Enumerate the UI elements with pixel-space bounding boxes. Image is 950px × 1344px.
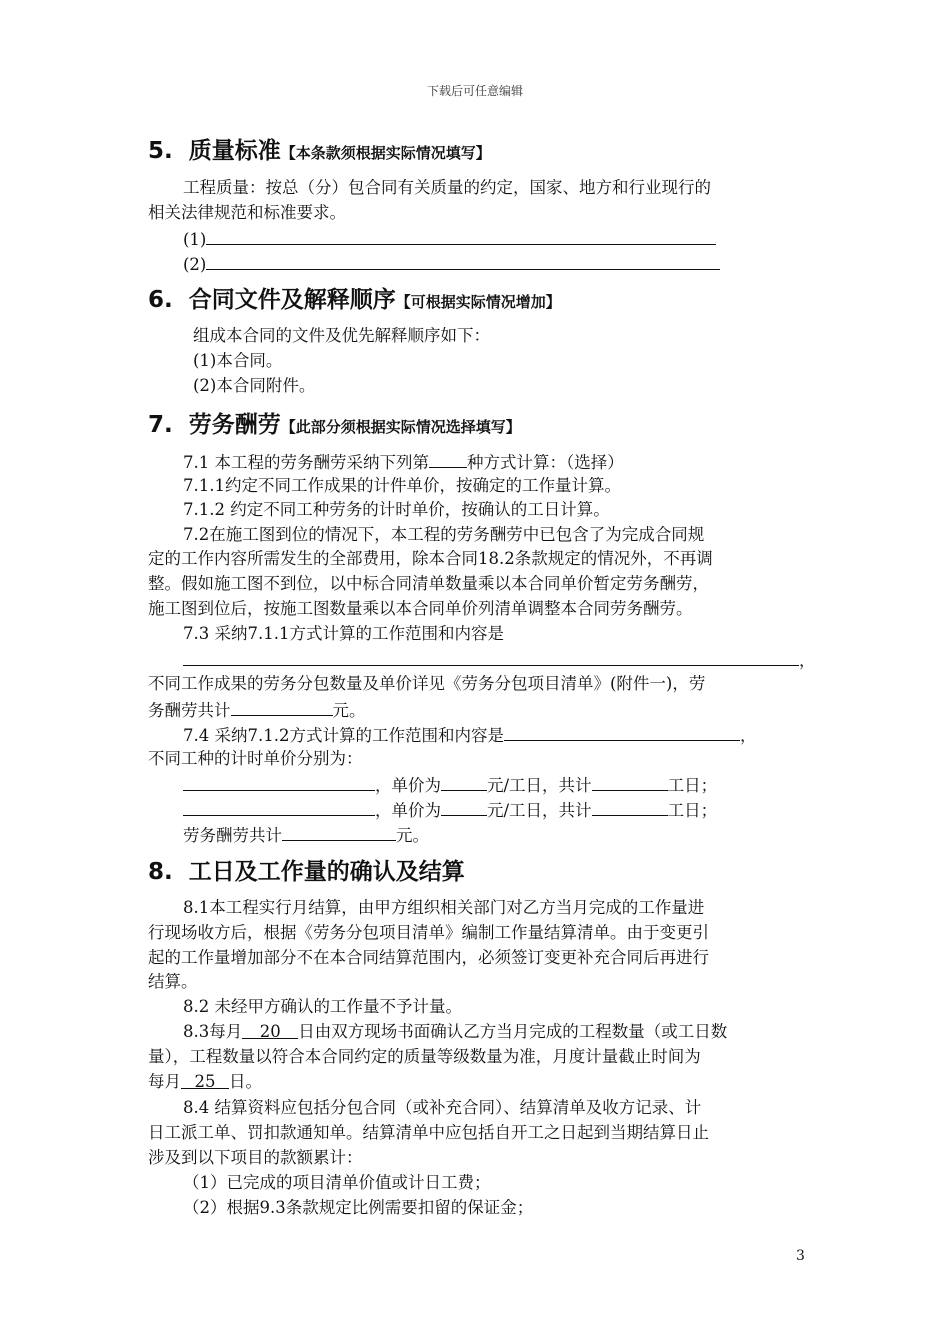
fill-blank (429, 449, 467, 468)
fill-blank (206, 226, 716, 245)
text-segment: 种方式计算：（选择） (467, 453, 624, 472)
section-6-heading (148, 285, 561, 317)
paragraph-line: 组成本合同的文件及优先解释顺序如下： (193, 326, 490, 345)
fill-blank (183, 797, 375, 816)
text-segment: ， (799, 651, 816, 670)
text-segment: 元/工日，共计 (487, 801, 592, 820)
fill-blank (441, 797, 487, 816)
section-number: 6. (148, 287, 173, 313)
paragraph-line: 7.3 采纳7.1.1方式计算的工作范围和内容是 (183, 624, 504, 643)
section-number: 8. (148, 859, 173, 885)
text-segment: 8.3每月 (183, 1022, 243, 1041)
fill-blank (183, 647, 799, 666)
filled-day: 25 (181, 1070, 229, 1089)
paragraph-line: 相关法律规范和标准要求。 (148, 203, 346, 222)
section-7-heading (148, 410, 521, 442)
fill-blank (206, 251, 720, 270)
text-segment: 元/工日，共计 (487, 776, 592, 795)
paragraph-line: 定的工作内容所需发生的全部费用，除本合同18.2条款规定的情况外，不再调 (148, 549, 713, 568)
text-segment: ， (739, 726, 757, 745)
section-title: 质量标准 (188, 138, 281, 164)
paragraph-line: 8.2 未经甲方确认的工作量不予计量。 (183, 997, 462, 1016)
rate-row (183, 772, 717, 798)
paragraph-line: 工程质量：按总（分）包合同有关质量的约定，国家、地方和行业现行的 (183, 178, 711, 197)
section-8-heading (148, 857, 465, 887)
text-segment: 7.1 本工程的劳务酬劳采纳下列第 (183, 453, 429, 472)
paragraph-line (183, 722, 756, 748)
list-item: （1）已完成的项目清单价值或计日工费； (183, 1173, 491, 1192)
fill-blank (183, 772, 375, 791)
text-segment: 劳务酬劳共计 (183, 826, 282, 845)
paragraph-line: 行现场收方后，根据《劳务分包项目清单》编制工作量结算清单。由于变更引 (148, 923, 709, 942)
paragraph-line: 量），工程数量以符合本合同约定的质量等级数量为准，月度计量截止时间为 (148, 1047, 701, 1066)
fill-blank (282, 822, 396, 841)
section-title: 工日及工作量的确认及结算 (188, 859, 465, 885)
paragraph-line: 7.1.1约定不同工作成果的计件单价，按确定的工作量计算。 (183, 476, 621, 495)
section-title: 劳务酬劳 (188, 412, 281, 438)
text-segment: 元。 (332, 701, 366, 720)
paragraph-line: 不同工作成果的劳务分包数量及单价详见《劳务分包项目清单》(附件一)，劳 (148, 674, 706, 693)
text-segment: ，单价为 (375, 776, 441, 795)
paragraph-line (148, 697, 366, 723)
quality-item-1 (183, 226, 716, 252)
section-note: 【可根据实际情况增加】 (395, 293, 561, 311)
page-number: 3 (796, 1248, 805, 1264)
text-segment: 务酬劳共计 (148, 701, 231, 720)
paragraph-line (183, 1020, 727, 1044)
paragraph-line: 7.1.2 约定不同工种劳务的计时单价，按确认的工日计算。 (183, 500, 610, 519)
list-item: （2）根据9.3条款规定比例需要扣留的保证金； (183, 1198, 534, 1217)
section-number: 7. (148, 412, 173, 438)
item-label: (2) (183, 255, 207, 274)
filled-day: 20 (242, 1020, 298, 1039)
text-segment: ，单价为 (375, 801, 441, 820)
paragraph-line: 整。假如施工图不到位，以中标合同清单数量乘以本合同单价暂定劳务酬劳， (148, 574, 709, 593)
section-note: 【此部分须根据实际情况选择填写】 (280, 418, 521, 436)
paragraph-line: 结算。 (148, 972, 198, 991)
section-number: 5. (148, 138, 173, 164)
fill-blank (441, 772, 487, 791)
paragraph-line: 起的工作量增加部分不在本合同结算范围内，必须签订变更补充合同后再进行 (148, 948, 709, 967)
item-label: (1) (183, 230, 207, 249)
paragraph-line: 施工图到位后，按施工图数量乘以本合同单价列清单调整本合同劳务酬劳。 (148, 599, 693, 618)
paragraph-line (148, 1070, 262, 1094)
paragraph-line: 8.4 结算资料应包括分包合同（或补充合同）、结算清单及收方记录、计 (183, 1098, 702, 1117)
paragraph-line: 不同工种的计时单价分别为： (148, 749, 363, 768)
rate-row (183, 797, 717, 823)
list-item: (2)本合同附件。 (193, 376, 316, 395)
text-segment: 7.4 采纳7.1.2方式计算的工作范围和内容是 (183, 726, 504, 745)
section-note: 【本条款须根据实际情况填写】 (280, 144, 491, 162)
section-title: 合同文件及解释顺序 (188, 287, 396, 313)
list-item: (1)本合同。 (193, 351, 283, 370)
fill-blank (592, 797, 668, 816)
paragraph-line: 日工派工单、罚扣款通知单。结算清单中应包括自开工之日起到当期结算日止 (148, 1123, 709, 1142)
fill-blank (592, 772, 668, 791)
paragraph-line (183, 822, 429, 848)
page-header: 下载后可任意编辑 (426, 84, 523, 98)
text-segment: 日。 (229, 1072, 262, 1091)
paragraph-line (183, 647, 816, 673)
quality-item-2 (183, 251, 720, 277)
paragraph-line (183, 449, 624, 475)
section-5-heading (148, 136, 491, 168)
text-segment: 工日； (667, 776, 718, 795)
text-segment: 工日； (667, 801, 718, 820)
text-segment: 元。 (396, 826, 429, 845)
text-segment: 日由双方现场书面确认乙方当月完成的工程数量（或工日数 (298, 1022, 728, 1041)
paragraph-line: 7.2在施工图到位的情况下，本工程的劳务酬劳中已包含了为完成合同规 (183, 525, 705, 544)
fill-blank (231, 697, 333, 716)
paragraph-line: 8.1本工程实行月结算，由甲方组织相关部门对乙方当月完成的工作量进 (183, 898, 705, 917)
paragraph-line: 涉及到以下项目的款额累计： (148, 1148, 363, 1167)
text-segment: 每月 (148, 1072, 181, 1091)
fill-blank (504, 722, 740, 741)
